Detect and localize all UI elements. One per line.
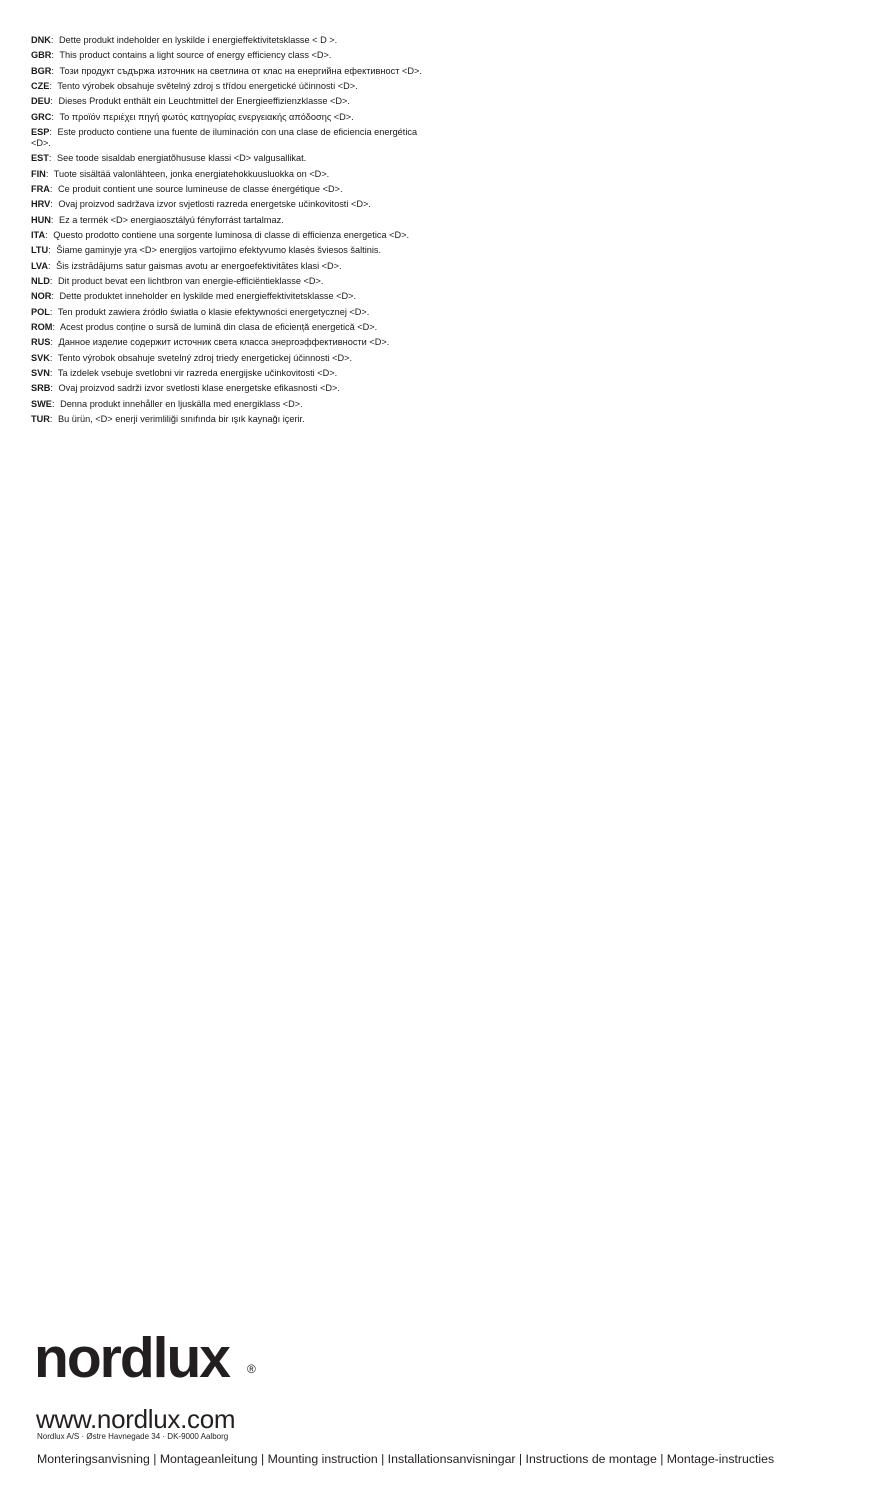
language-code: POL [31,306,50,317]
statement-cze: CZE: Tento výrobek obsahuje světelný zdroj s třídou energetické účinnosti <D>. [31,81,358,92]
registered-mark: ® [247,1362,256,1376]
statement-text: This product contains a light source of energy efficiency class <D>. [59,50,332,61]
statement-text: Dieses Produkt enthält ein Leuchtmittel der Energieeffizienzklasse <D>. [58,96,350,107]
statement-text: Ten produkt zawiera źródło światła o klasie efektywności energetycznej <D>. [57,306,370,317]
company-address: Nordlux A/S · Østre Havnegade 34 · DK-9000 Aalborg [37,1432,229,1441]
language-code: DEU [31,96,51,107]
language-code: LVA [31,260,49,271]
language-code: DNK [31,35,51,45]
language-code: RUS [31,337,51,348]
language-code: NOR [31,291,52,302]
statement-text: Ovaj proizvod sadrži izvor svetlosti klase energetske efikasnosti <D>. [58,383,340,394]
language-code: ROM [31,321,53,332]
statement-text: See toode sisaldab energiatõhususe klassi <D> valgusallikat. [57,153,307,164]
statement-hun: HUN: Ez a termék <D> energiaosztályú fényforrást tartalmaz. [31,214,284,225]
statement-deu: DEU: Dieses Produkt enthält ein Leuchtmittel der Energieeffizienzklasse <D>. [31,96,350,107]
statement-text: Tento výrobek obsahuje světelný zdroj s třídou energetické účinnosti <D>. [57,81,358,92]
statement-hrv: HRV: Ovaj proizvod sadržava izvor svjetlosti razreda energetske učinkovitosti <D>. [31,199,371,210]
language-code: FIN [31,168,46,179]
statement-esp: ESP: Este producto contiene una fuente de iluminación con una clase de eficiencia energética <D>. [31,127,418,148]
statement-srb: SRB: Ovaj proizvod sadrži izvor svetlosti klase energetske efikasnosti <D>. [31,383,340,394]
statement-gbr: GBR: This product contains a light source of energy efficiency class <D>. [31,50,332,61]
language-code: SVN [31,368,50,379]
statement-pol: POL: Ten produkt zawiera źródło światła o klasie efektywności energetycznej <D>. [31,306,370,317]
language-code: EST [31,153,49,164]
statement-lva: LVA: Šis izstrādājums satur gaismas avotu ar energoefektivitātes klasi <D>. [31,260,342,271]
statement-text: Tento výrobok obsahuje svetelný zdroj triedy energetickej účinnosti <D>. [57,352,353,363]
statement-grc: GRC: Το προϊόν περιέχει πηγή φωτός κατηγορίας ενεργειακής απόδοσης <D>. [31,111,354,122]
statement-rus: RUS: Данное изделие содержит источник света класса энергоэффективности <D>. [31,337,390,348]
statement-text: Dit product bevat een lichtbron van energie-efficiëntieklasse <D>. [58,275,324,286]
statement-text: Ovaj proizvod sadržava izvor svjetlosti razreda energetske učinkovitosti <D>. [58,199,371,210]
website-url: www.nordlux.com [36,1404,236,1434]
statement-dnk: DNK: Dette produkt indeholder en lyskilde i energieffektivitetsklasse < D >. [31,35,338,45]
language-code: LTU [31,245,49,256]
language-code: TUR [31,414,50,425]
statement-nld: NLD: Dit product bevat een lichtbron van energie-efficiëntieklasse <D>. [31,275,324,286]
statement-svk: SVK: Tento výrobok obsahuje svetelný zdroj triedy energetickej účinnosti <D>. [31,352,353,363]
statement-text: Dette produktet inneholder en lyskilde med energieffektivitetsklasse <D>. [59,291,357,302]
statement-bgr: BGR: Този продукт съдържа източник на светлина от клас на енергийна ефективност <D>. [31,65,422,76]
statement-fin: FIN: Tuote sisältää valonlähteen, jonka energiatehokkuusluokka on <D>. [31,168,330,179]
language-code: SVK [31,352,50,363]
statement-rom: ROM: Acest produs conține o sursă de lumină din clasa de eficiență energetică <D>. [31,321,378,332]
statement-nor: NOR: Dette produktet inneholder en lyskilde med energieffektivitetsklasse <D>. [31,291,357,302]
language-code: BGR [31,65,52,76]
statement-ltu: LTU: Šiame gaminyje yra <D> energijos vartojimo efektyvumo klasės šviesos šaltinis. [31,245,382,256]
statement-text: Acest produs conține o sursă de lumină din clasa de eficiență energetică <D>. [60,321,378,332]
language-code: SRB [31,383,51,394]
language-code: HUN [31,214,51,225]
language-code: CZE [31,81,50,92]
statement-text: Ez a termék <D> energiaosztályú fényforrást tartalmaz. [59,214,284,225]
language-code: HRV [31,199,51,210]
statement-text: Данное изделие содержит источник света класса энергоэффективности <D>. [58,337,390,348]
statement-text: Šiame gaminyje yra <D> energijos vartojimo efektyvumo klasės šviesos šaltinis. [56,245,382,256]
instruction-titles: Monteringsanvisning | Montageanleitung | Mounting instruction | Installationsanvisningar | Instructions de montage | Montage-instructies [37,1452,775,1466]
statement-svn: SVN: Ta izdelek vsebuje svetlobni vir razreda energijske učinkovitosti <D>. [31,368,338,379]
statement-text: Denna produkt innehåller en ljuskälla med energiklass <D>. [60,398,303,409]
statement-text: Dette produkt indeholder en lyskilde i energieffektivitetsklasse < D >. [59,35,338,45]
statement-est: EST: See toode sisaldab energiatõhususe klassi <D> valgusallikat. [31,153,307,164]
language-code: NLD [31,275,50,286]
statement-text: Tuote sisältää valonlähteen, jonka energiatehokkuusluokka on <D>. [53,168,330,179]
statement-text: Το προϊόν περιέχει πηγή φωτός κατηγορίας ενεργειακής απόδοσης <D>. [59,111,354,122]
statement-ita: ITA: Questo prodotto contiene una sorgente luminosa di classe di efficienza energetica <D>. [31,229,410,240]
language-code: ESP [31,127,50,138]
language-code: FRA [31,183,50,194]
energy-statements [31,35,431,429]
statement-text: Ta izdelek vsebuje svetlobni vir razreda energijske učinkovitosti <D>. [57,368,338,379]
language-code: GRC [31,111,52,122]
nordlux-logo: nordlux [34,1326,229,1390]
statement-tur: TUR: Bu ürün, <D> enerji verimliliği sınıfında bir ışık kaynağı içerir. [31,414,305,425]
statement-text: Questo prodotto contiene una sorgente luminosa di classe di efficienza energetica <D>. [53,229,410,240]
statement-text: Este producto contiene una fuente de iluminación con una clase de eficiencia energética <D>. [31,127,418,148]
statement-swe: SWE: Denna produkt innehåller en ljuskälla med energiklass <D>. [31,398,303,409]
statement-fra: FRA: Ce produit contient une source lumineuse de classe énergétique <D>. [31,183,343,194]
statement-text: Šis izstrādājums satur gaismas avotu ar energoefektivitātes klasi <D>. [56,260,342,271]
statement-text: Bu ürün, <D> enerji verimliliği sınıfında bir ışık kaynağı içerir. [58,414,305,425]
language-code: GBR [31,50,52,61]
statement-text: Този продукт съдържа източник на светлина от клас на енергийна ефективност <D>. [59,65,422,76]
language-code: ITA [31,229,46,240]
language-code: SWE [31,398,52,409]
statement-text: Ce produit contient une source lumineuse de classe énergétique <D>. [58,183,343,194]
